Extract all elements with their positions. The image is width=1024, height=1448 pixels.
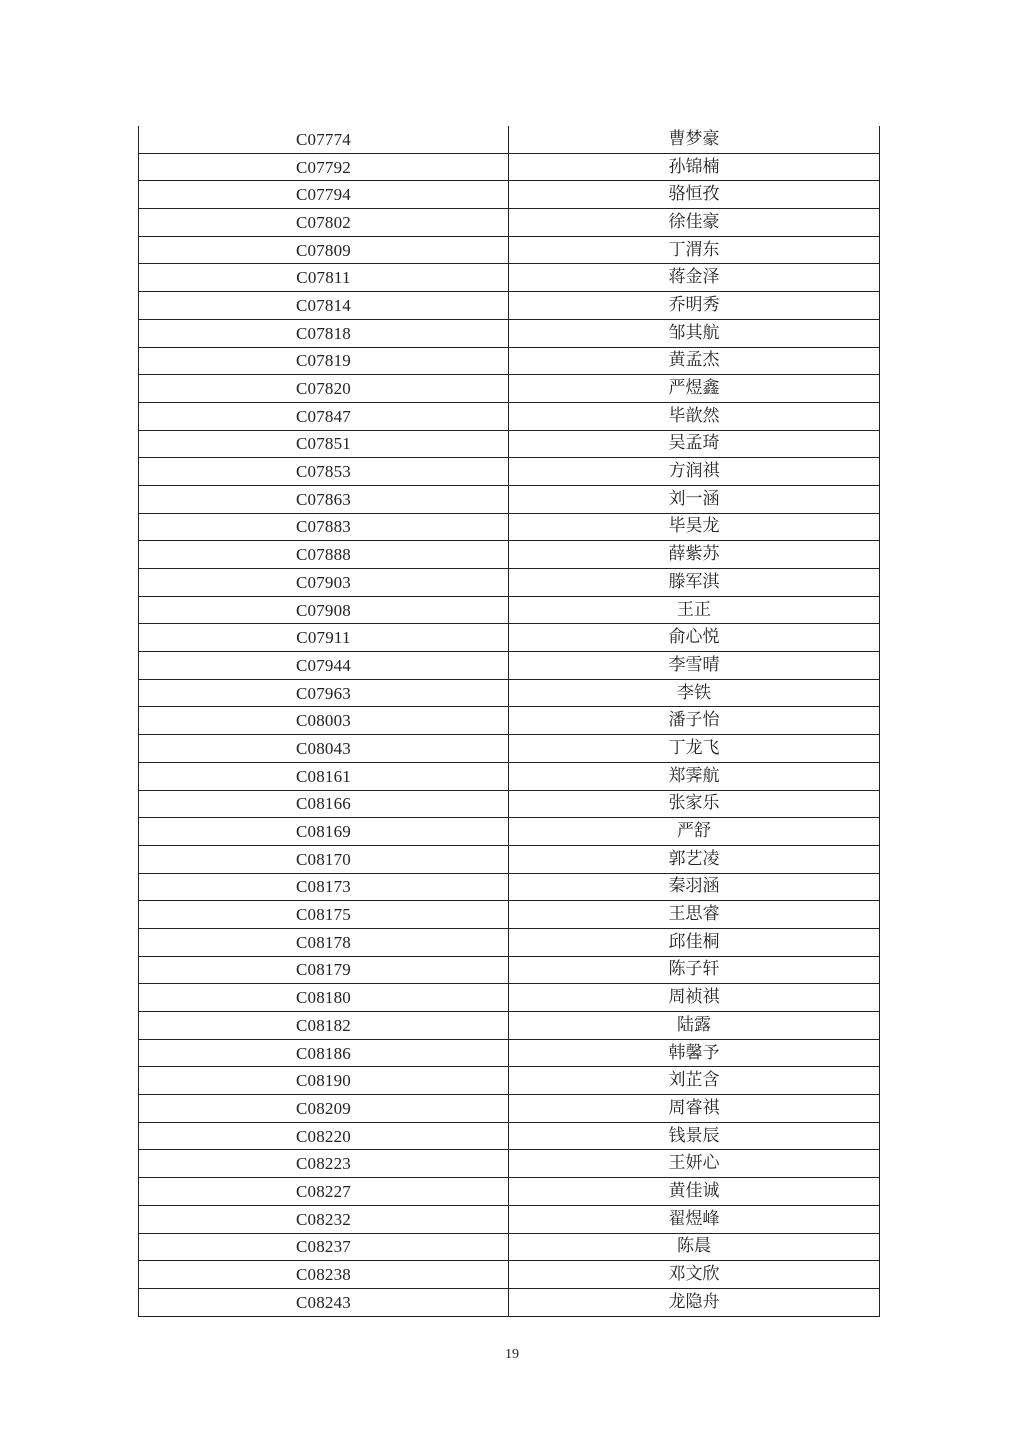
candidate-code: C07820 bbox=[139, 375, 509, 403]
table-row bbox=[139, 679, 880, 707]
candidate-name: 刘芷含 bbox=[509, 1067, 880, 1095]
candidate-code: C07963 bbox=[139, 679, 509, 707]
table-row bbox=[139, 209, 880, 237]
table-row bbox=[139, 1012, 880, 1040]
candidate-code: C08178 bbox=[139, 928, 509, 956]
candidate-name: 刘一涵 bbox=[509, 485, 880, 513]
candidate-name: 周睿祺 bbox=[509, 1095, 880, 1123]
candidate-code: C07809 bbox=[139, 236, 509, 264]
table-row bbox=[139, 956, 880, 984]
candidate-code: C08209 bbox=[139, 1095, 509, 1123]
candidate-code: C07903 bbox=[139, 569, 509, 597]
candidate-code: C08186 bbox=[139, 1039, 509, 1067]
candidate-name: 钱景辰 bbox=[509, 1122, 880, 1150]
table-row bbox=[139, 1261, 880, 1289]
table-row bbox=[139, 624, 880, 652]
candidate-name: 郭艺凌 bbox=[509, 845, 880, 873]
table-row bbox=[139, 1039, 880, 1067]
candidate-code: C08232 bbox=[139, 1205, 509, 1233]
candidate-code: C08166 bbox=[139, 790, 509, 818]
candidate-name: 毕昊龙 bbox=[509, 513, 880, 541]
candidate-name: 翟煜峰 bbox=[509, 1205, 880, 1233]
candidate-name: 蒋金泽 bbox=[509, 264, 880, 292]
candidate-code: C08220 bbox=[139, 1122, 509, 1150]
candidate-name: 俞心悦 bbox=[509, 624, 880, 652]
table-row bbox=[139, 264, 880, 292]
roster-table-body bbox=[139, 126, 880, 1316]
table-row bbox=[139, 292, 880, 320]
candidate-name: 方润祺 bbox=[509, 458, 880, 486]
candidate-name: 严煜鑫 bbox=[509, 375, 880, 403]
candidate-name: 严舒 bbox=[509, 818, 880, 846]
candidate-code: C08170 bbox=[139, 845, 509, 873]
candidate-code: C07794 bbox=[139, 181, 509, 209]
candidate-code: C07811 bbox=[139, 264, 509, 292]
candidate-name: 陈晨 bbox=[509, 1233, 880, 1261]
table-row bbox=[139, 1205, 880, 1233]
candidate-code: C07792 bbox=[139, 153, 509, 181]
candidate-code: C07814 bbox=[139, 292, 509, 320]
candidate-code: C08180 bbox=[139, 984, 509, 1012]
table-row bbox=[139, 1178, 880, 1206]
candidate-name: 秦羽涵 bbox=[509, 873, 880, 901]
candidate-code: C07774 bbox=[139, 126, 509, 153]
candidate-code: C07853 bbox=[139, 458, 509, 486]
candidate-name: 邓文欣 bbox=[509, 1261, 880, 1289]
table-row bbox=[139, 153, 880, 181]
candidate-code: C08190 bbox=[139, 1067, 509, 1095]
table-row bbox=[139, 596, 880, 624]
candidate-name: 黄孟杰 bbox=[509, 347, 880, 375]
candidate-code: C08161 bbox=[139, 762, 509, 790]
candidate-name: 徐佳豪 bbox=[509, 209, 880, 237]
candidate-name: 王正 bbox=[509, 596, 880, 624]
candidate-code: C08243 bbox=[139, 1288, 509, 1316]
candidate-name: 毕歆然 bbox=[509, 402, 880, 430]
candidate-name: 龙隐舟 bbox=[509, 1288, 880, 1316]
candidate-name: 孙锦楠 bbox=[509, 153, 880, 181]
table-row bbox=[139, 818, 880, 846]
candidate-name: 黄佳诚 bbox=[509, 1178, 880, 1206]
candidate-name: 丁龙飞 bbox=[509, 735, 880, 763]
table-row bbox=[139, 1067, 880, 1095]
candidate-name: 李铁 bbox=[509, 679, 880, 707]
page-number: 19 bbox=[505, 1347, 519, 1362]
candidate-name: 吴孟琦 bbox=[509, 430, 880, 458]
candidate-name: 丁渭东 bbox=[509, 236, 880, 264]
candidate-code: C08182 bbox=[139, 1012, 509, 1040]
candidate-name: 骆恒孜 bbox=[509, 181, 880, 209]
candidate-code: C08043 bbox=[139, 735, 509, 763]
candidate-code: C08169 bbox=[139, 818, 509, 846]
candidate-code: C07888 bbox=[139, 541, 509, 569]
table-row bbox=[139, 319, 880, 347]
candidate-name: 薛紫苏 bbox=[509, 541, 880, 569]
candidate-name: 王思睿 bbox=[509, 901, 880, 929]
candidate-name: 潘子怡 bbox=[509, 707, 880, 735]
candidate-name: 邱佳桐 bbox=[509, 928, 880, 956]
table-row bbox=[139, 1095, 880, 1123]
candidate-name: 陆露 bbox=[509, 1012, 880, 1040]
candidate-code: C08227 bbox=[139, 1178, 509, 1206]
candidate-code: C08237 bbox=[139, 1233, 509, 1261]
table-row bbox=[139, 1233, 880, 1261]
table-row bbox=[139, 707, 880, 735]
candidate-code: C07908 bbox=[139, 596, 509, 624]
table-row bbox=[139, 347, 880, 375]
table-row bbox=[139, 1150, 880, 1178]
table-row bbox=[139, 236, 880, 264]
candidate-code: C07911 bbox=[139, 624, 509, 652]
candidate-name: 张家乐 bbox=[509, 790, 880, 818]
candidate-name: 李雪晴 bbox=[509, 652, 880, 680]
candidate-code: C07847 bbox=[139, 402, 509, 430]
table-row bbox=[139, 845, 880, 873]
candidate-code: C07883 bbox=[139, 513, 509, 541]
table-row bbox=[139, 430, 880, 458]
candidate-name: 郑霁航 bbox=[509, 762, 880, 790]
table-row bbox=[139, 541, 880, 569]
candidate-code: C07802 bbox=[139, 209, 509, 237]
candidate-code: C08238 bbox=[139, 1261, 509, 1289]
candidate-name: 乔明秀 bbox=[509, 292, 880, 320]
table-row bbox=[139, 901, 880, 929]
candidate-code: C07863 bbox=[139, 485, 509, 513]
candidate-name: 滕军淇 bbox=[509, 569, 880, 597]
table-row bbox=[139, 375, 880, 403]
table-row bbox=[139, 1288, 880, 1316]
table-row bbox=[139, 762, 880, 790]
table-row bbox=[139, 458, 880, 486]
candidate-name: 邹其航 bbox=[509, 319, 880, 347]
candidate-name: 韩馨予 bbox=[509, 1039, 880, 1067]
table-row bbox=[139, 928, 880, 956]
table-row bbox=[139, 485, 880, 513]
candidate-code: C07819 bbox=[139, 347, 509, 375]
candidate-code: C08223 bbox=[139, 1150, 509, 1178]
candidate-name: 陈子轩 bbox=[509, 956, 880, 984]
candidate-code: C08175 bbox=[139, 901, 509, 929]
table-row bbox=[139, 735, 880, 763]
table-row bbox=[139, 873, 880, 901]
candidate-code: C07944 bbox=[139, 652, 509, 680]
table-row bbox=[139, 181, 880, 209]
candidate-name: 周祯祺 bbox=[509, 984, 880, 1012]
table-row bbox=[139, 126, 880, 153]
candidate-code: C07851 bbox=[139, 430, 509, 458]
table-row bbox=[139, 984, 880, 1012]
candidate-code: C07818 bbox=[139, 319, 509, 347]
table-row bbox=[139, 652, 880, 680]
table-row bbox=[139, 402, 880, 430]
candidate-code: C08173 bbox=[139, 873, 509, 901]
table-row bbox=[139, 1122, 880, 1150]
table-row bbox=[139, 569, 880, 597]
candidate-name: 曹梦豪 bbox=[509, 126, 880, 153]
candidate-code: C08179 bbox=[139, 956, 509, 984]
roster-table bbox=[138, 126, 880, 1317]
candidate-name: 王妍心 bbox=[509, 1150, 880, 1178]
table-row bbox=[139, 790, 880, 818]
candidate-code: C08003 bbox=[139, 707, 509, 735]
table-row bbox=[139, 513, 880, 541]
